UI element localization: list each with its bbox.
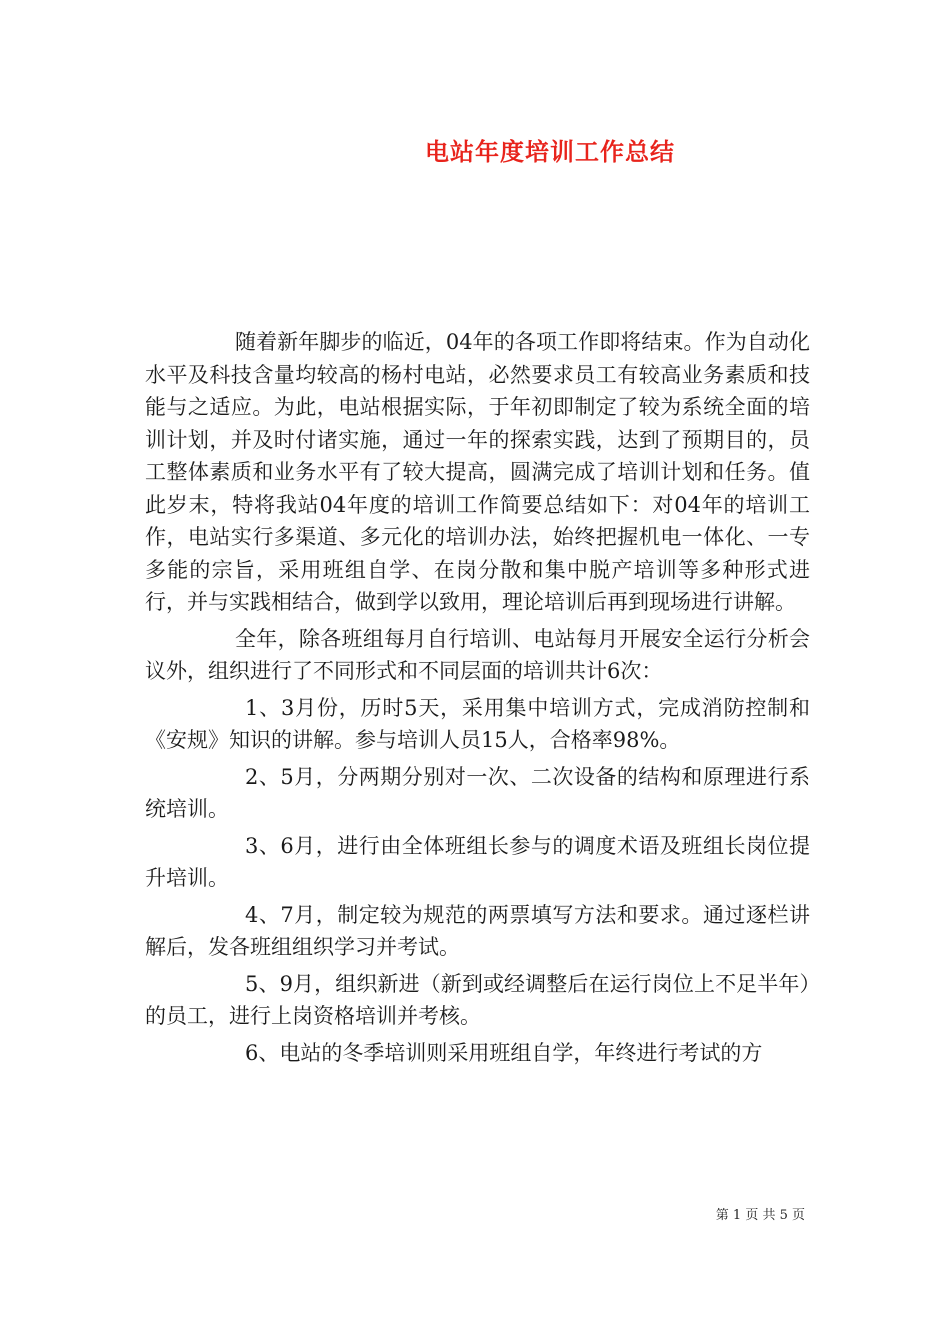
list-item: 1、3月份，历时5天，采用集中培训方式，完成消防控制和《安规》知识的讲解。参与培训人员15人，合格率98%。 xyxy=(145,695,810,752)
page-number: 第 1 页 共 5 页 xyxy=(715,1208,805,1223)
list-item: 3、6月，进行由全体班组长参与的调度术语及班组长岗位提升培训。 xyxy=(145,833,810,890)
list-item: 4、7月，制定较为规范的两票填写方法和要求。通过逐栏讲解后，发各班组组织学习并考试。 xyxy=(145,902,810,959)
page-title: 电站年度培训工作总结 xyxy=(425,138,675,166)
list-item: 2、5月，分两期分别对一次、二次设备的结构和原理进行系统培训。 xyxy=(145,764,810,821)
document-body xyxy=(145,326,810,1069)
list-item: 5、9月，组织新进（新到或经调整后在运行岗位上不足半年）的员工，进行上岗资格培训并考核。 xyxy=(145,971,810,1028)
list-item: 6、电站的冬季培训则采用班组自学，年终进行考试的方 xyxy=(245,1040,763,1065)
summary-paragraph: 全年，除各班组每月自行培训、电站每月开展安全运行分析会议外，组织进行了不同形式和不同层面的培训共计6次： xyxy=(145,626,810,683)
intro-paragraph: 随着新年脚步的临近，04年的各项工作即将结束。作为自动化水平及科技含量均较高的杨村电站，必然要求员工有较高业务素质和技能与之适应。为此，电站根据实际，于年初即制定了较为系统全面的培训计划，并及时付诸实施，通过一年的探索实践，达到了预期目的，员工整体素质和业务水平有了较大提高，圆满完成了培训计划和任务。值此岁末，特将我站04年度的培训工作简要总结如下：对04年的培训工作，电站实行多渠道、多元化的培训办法，始终把握机电一体化、一专多能的宗旨，采用班组自学、在岗分散和集中脱产培训等多种形式进行，并与实践相结合，做到学以致用，理论培训后再到现场进行讲解。 xyxy=(145,330,810,614)
